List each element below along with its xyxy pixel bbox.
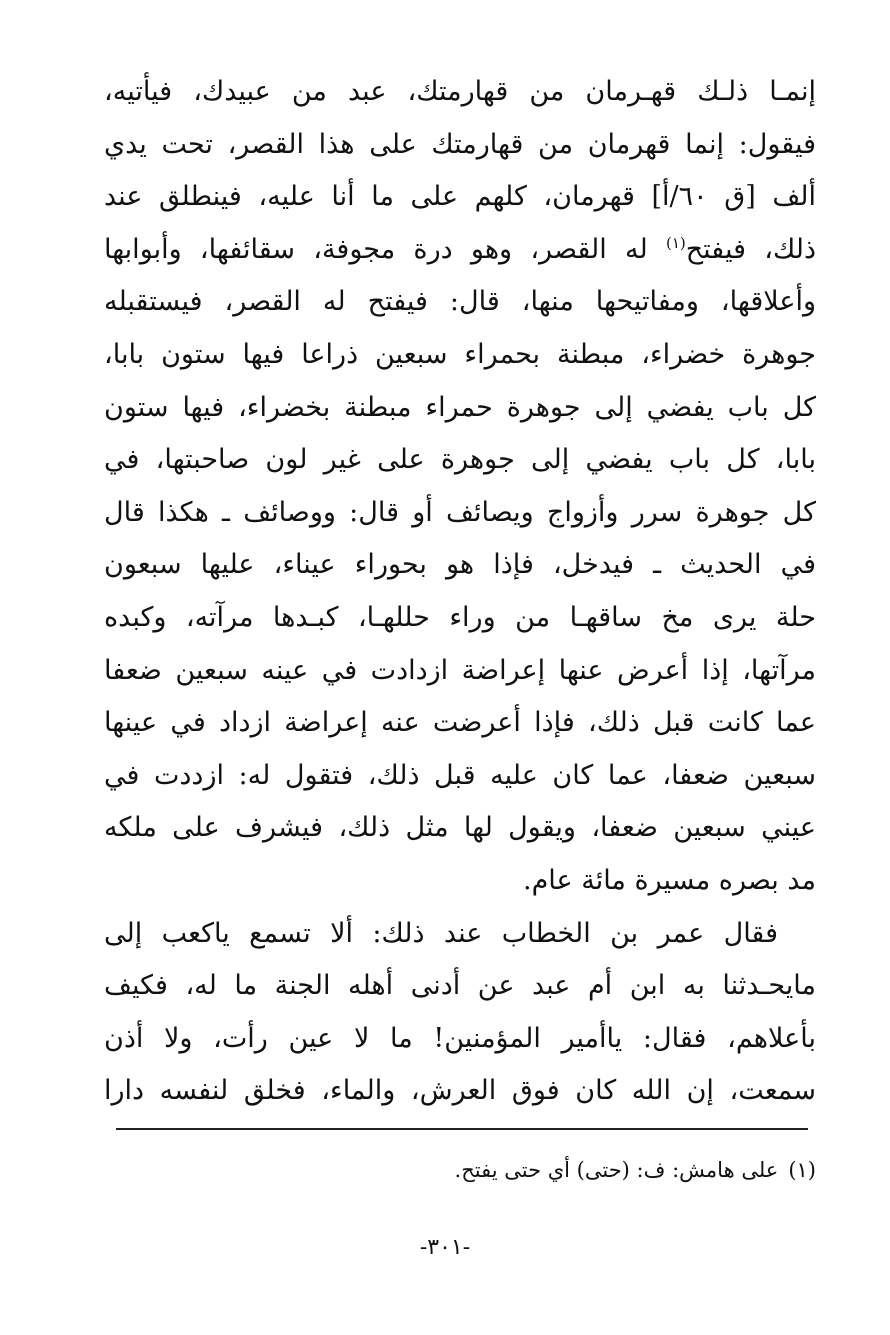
text-line: حلة يرى مخ ساقهـا من وراء حللهـا، كبـدها مرآته، وكبده	[104, 601, 816, 633]
text-line-with-footnote	[104, 224, 816, 277]
text-line: كل جوهرة سرر وأزواج ويصائف أو قال: ووصائف ـ هكذا قال	[104, 496, 816, 528]
text-line: إنمـا ذلـك قهـرمان من قهارمتك، عبد من عبيدك، فيأتيه،	[104, 76, 816, 107]
text-line: مد بصره مسيرة مائة عام.	[523, 864, 816, 896]
text-line: عما كانت قبل ذلك، فإذا أعرضت عنه إعراضة ازداد في عينها	[104, 707, 816, 739]
footnote-divider	[116, 1128, 808, 1130]
text-line: في الحديث ـ فيدخل، فإذا هو بحوراء عيناء، عليها سبعون	[104, 549, 816, 581]
text-fragment: ذلك، فيفتح	[685, 233, 816, 265]
text-line: ألف [ق ٦٠/أ] قهرمان، كلهم على ما أنا عليه، فينطلق عند	[104, 181, 816, 213]
text-line: سمعت، إن الله كان فوق العرش، والماء، فخلق لنفسه دارا	[104, 1075, 816, 1107]
main-text	[104, 66, 816, 1118]
text-line: جوهرة خضراء، مبطنة بحمراء سبعين ذراعا فيها ستون بابا،	[104, 338, 816, 370]
text-line: بابا، كل باب يفضي إلى جوهرة على غير لون صاحبتها، في	[104, 444, 816, 476]
text-line: مرآتها، إذا أعرض عنها إعراضة ازدادت في عينه سبعين ضعفا	[104, 654, 816, 686]
footnote	[116, 1150, 816, 1190]
page-number: -٣٠١-	[419, 1235, 471, 1260]
text-line: سبعين ضعفا، عما كان عليه قبل ذلك، فتقول له: ازددت في	[104, 759, 816, 791]
text-line: فيقول: إنما قهرمان من قهارمتك على هذا القصر، تحت يدي	[104, 128, 816, 160]
text-line: عيني سبعين ضعفا، ويقول لها مثل ذلك، فيشرف على ملكه	[104, 812, 816, 844]
footnote-number: (١)	[788, 1158, 816, 1182]
text-line: كل باب يفضي إلى جوهرة حمراء مبطنة بخضراء، فيها ستون	[104, 391, 816, 423]
text-line: وأعلاقها، ومفاتيحها منها، قال: فيفتح له القصر، فيستقبله	[104, 286, 816, 318]
text-line: مايحـدثنا به ابن أم عبد عن أدنى أهله الجنة ما له، فكيف	[104, 970, 816, 1002]
text-line: بأعلاهم، فقال: ياأمير المؤمنين! ما لا عين رأت، ولا أذن	[104, 1022, 816, 1054]
text-line: فقال عمر بن الخطاب عند ذلك: ألا تسمع ياكعب إلى	[104, 917, 778, 949]
footnote-text: على هامش: ف: (حتى) أي حتى يفتح.	[454, 1158, 779, 1182]
footnote-reference: (١)	[665, 233, 686, 252]
text-fragment: له القصر، وهو درة مجوفة، سقائفها، وأبوابها	[104, 233, 648, 265]
